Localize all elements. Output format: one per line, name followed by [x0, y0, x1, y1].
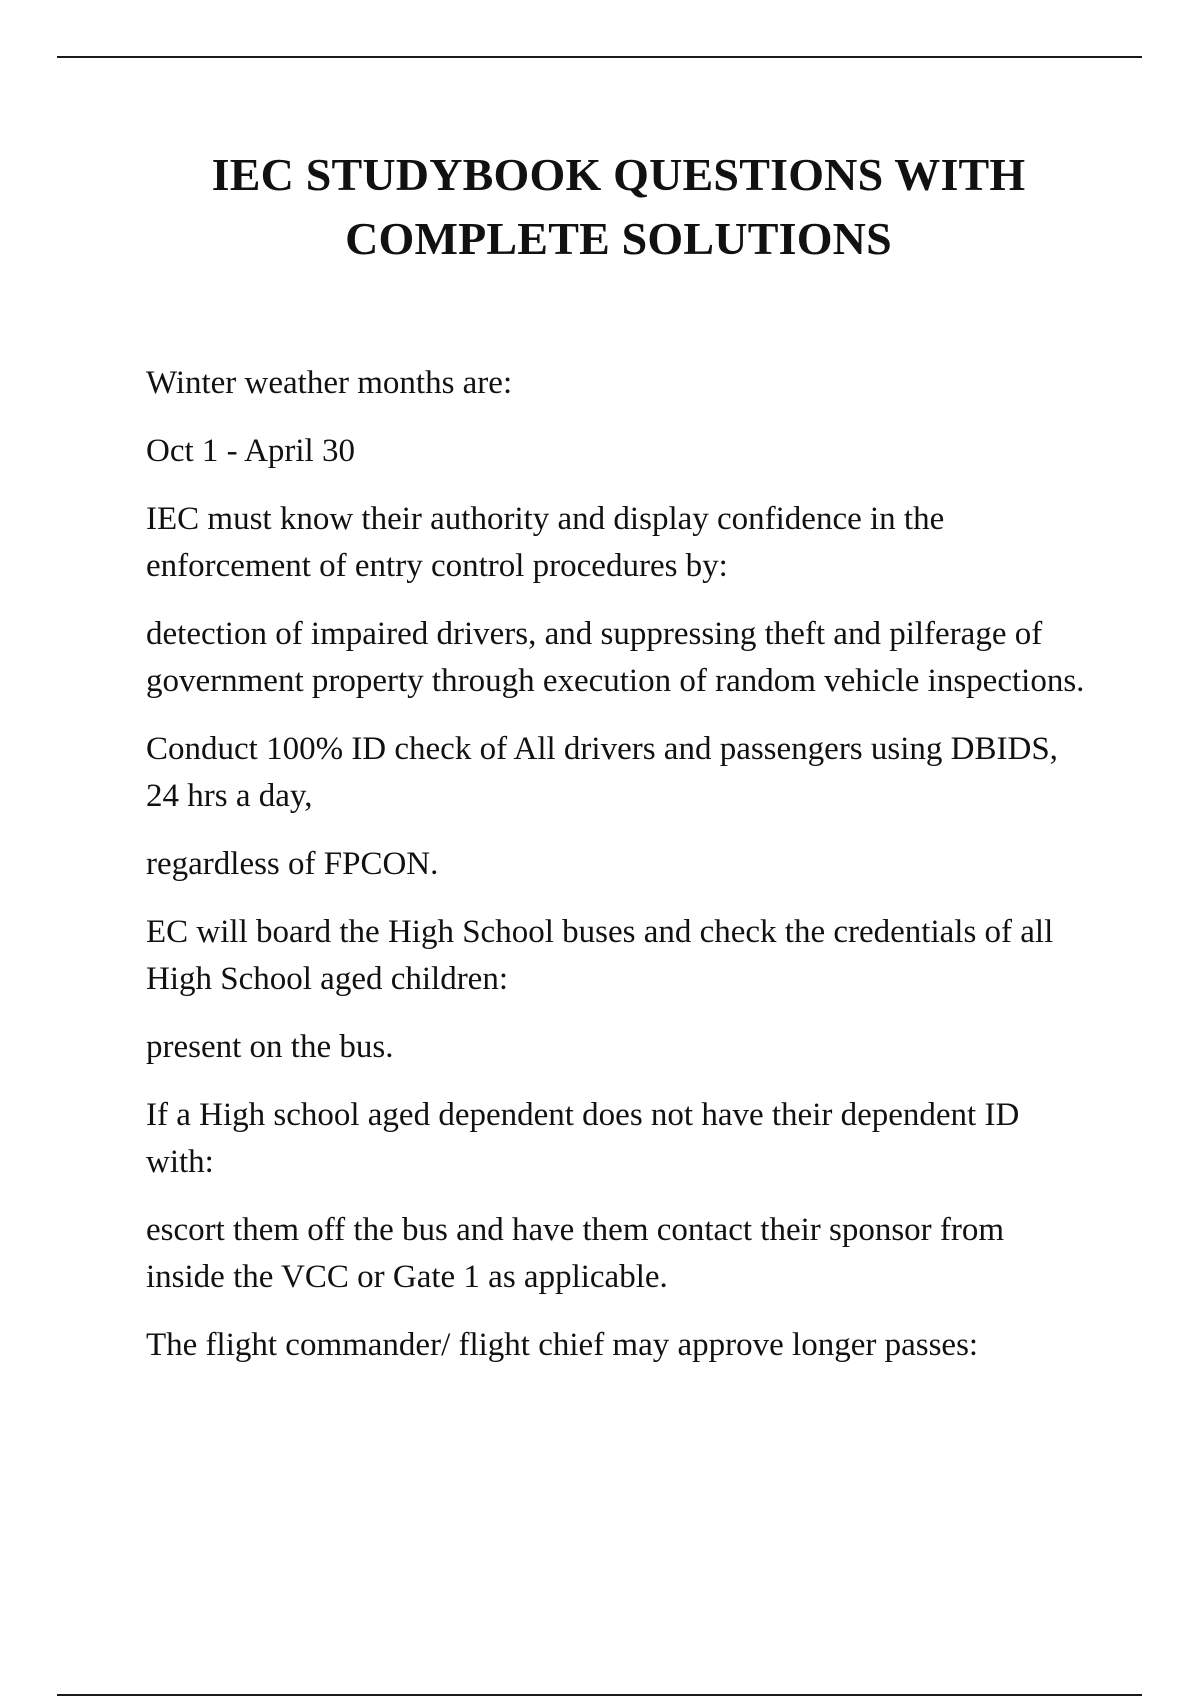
answer-id-check: regardless of FPCON. — [146, 846, 439, 882]
question-longer-passes: The flight commander/ flight chief may approve longer passes: — [146, 1327, 979, 1363]
answer-school-buses: present on the bus. — [146, 1029, 394, 1065]
question-school-buses: EC will board the High School buses and check the credentials of all High School aged children: — [146, 914, 1054, 997]
answer-missing-dependent-id: escort them off the bus and have them contact their sponsor from inside the VCC or Gate 1 as applicable. — [146, 1212, 1005, 1295]
title-line-1: IEC STUDYBOOK QUESTIONS WITH — [211, 149, 1026, 200]
title-line-2: COMPLETE SOLUTIONS — [345, 213, 892, 264]
top-divider — [57, 56, 1142, 58]
question-winter-months: Winter weather months are: — [146, 365, 513, 401]
answer-winter-months: Oct 1 - April 30 — [146, 433, 355, 469]
bottom-divider — [57, 1694, 1142, 1696]
question-iec-authority: IEC must know their authority and display confidence in the enforcement of entry control procedures by: — [146, 501, 945, 584]
question-missing-dependent-id: If a High school aged dependent does not have their dependent ID with: — [146, 1097, 1020, 1180]
document-title — [0, 143, 1200, 271]
document-body — [146, 360, 1086, 1390]
answer-iec-authority: detection of impaired drivers, and suppressing theft and pilferage of government property through execution of random vehicle inspections. — [146, 616, 1085, 699]
question-id-check: Conduct 100% ID check of All drivers and passengers using DBIDS, 24 hrs a day, — [146, 731, 1058, 814]
